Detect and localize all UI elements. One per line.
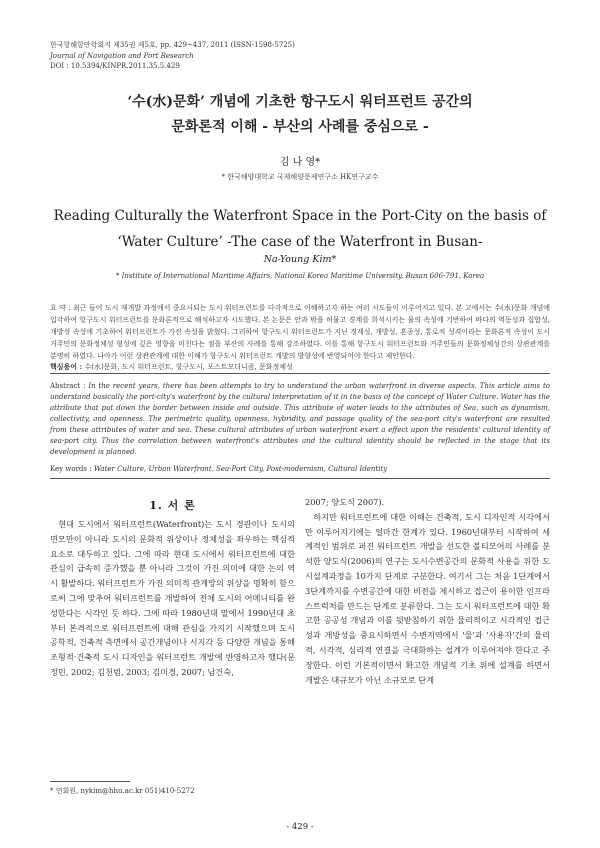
journal-header bbox=[50, 40, 295, 72]
paper-title-english-line2: ‘Water Culture’ -The case of the Waterfront in Busan- bbox=[117, 234, 483, 250]
abstract-english-text: In the recent years, there has been attempts to try to understand the urban waterfront in diverse aspects. This article aims to understand basically the port-city's waterfront by the cultural interpretation of it in the basis of the concept of Water Culture. Water has the attribute that put down the border between inside and outside. This attribute of water leads to the attributes of Sea, such as dynamism, collectivity, and openness. The perimetric quality, openness, hybridity, and passage quality of the sea-port city's waterfront are resulted from these attributes of water and sea. These cultural attributes of urban waterfront exert a effect upon the residents' cultural identity of sea-port city. Thus the correlation between waterfront's attributes and the cultural identity should be reflected in the stage that its development is planned. bbox=[50, 382, 550, 456]
paper-title-english bbox=[0, 203, 600, 255]
abstract-korean-text: 최근 들어 도시 재개발 과정에서 중요시되는 도시 워터프런트를 다각적으로 이해하고자 하는 여러 시도들이 이루어지고 있다. 본 고에서는 수(水)문화 개념에 입각하여 항구도시 워터프런트를 문화론적으로 해석하고자 시도했다. 본 논문은 안과 밖을 허물고 경계를 희석시키는 물의 속성에 기반하여 바다의 역동성과 집합성, 개방성 속성에 기초하여 워터프런트가 가진 속성을 밝혔다. 그리하여 항구도시 워터프런트가 지닌 경계성, 개방성, 혼종성, 통로적 성격이라는 문화론적 속성이 도시 거주민의 문화정체성 형성에 깊은 영향을 미친다는 점을 부산의 사례를 통해 강조하였다. 이를 통해 항구도시 워터프런트와 거주민들의 문화정체성간의 상관관계를 분명히 하였다. 나아가 이런 상관관계에 대한 이해가 항구도시 워터프런트 개발의 방향성에 반영되어야 한다고 제안한다. bbox=[50, 304, 550, 360]
body-paragraph: 2007; 양도식 2007). bbox=[305, 497, 385, 507]
abstract-english-label: Abstract : bbox=[50, 382, 89, 390]
page-number: - 429 - bbox=[286, 822, 314, 832]
abstract-korean bbox=[50, 302, 550, 362]
affiliation-korean: * 한국해양대학교 국제해양문제연구소 HK연구교수 bbox=[221, 173, 379, 181]
keywords-english-text: Water Culture, Urban Waterfront, Sea-Port City, Post-modernism, Cultural Identity bbox=[93, 465, 388, 473]
journal-header-korean: 한국항해항만학회지 제35권 제5호, pp. 429~437, 2011 (ISSN-1598-5725) bbox=[50, 41, 295, 49]
body-paragraph: 현대 도시에서 워터프런트(Waterfront)는 도시 경관이나 도시의 면모만이 아니라 도시의 문화적 위상이나 정체성을 좌우하는 핵심적 요소로 대두하고 있다. 그에 따라 현대 도시에서 워터프런트에 대한 관심이 급속히 증가했을 뿐 아니라 그것이 가진 의미에 대한 논의 역시 활발하다. 워터프런트가 가진 의미적 관계망의 위상을 명확히 함으로써 그에 맞추어 워터프런트를 개발하여 전체 도시의 어메니티를 완성한다는 시각인 듯 하다. 그에 따라 1980년대 말에서 1990년대 초부터 본격적으로 워터프런트에 대해 관심을 가지기 시작했으며 도시공학적, 건축적 측면에서 공간개념이나 시지각 등 다양한 개념을 통해 조형적·건축적 도시 디자인을 워터프런트 개발에 반영하고자 했다(문정민, 2002; 김천범, 2003; 김미경, 2007; 남건숙, bbox=[50, 519, 295, 677]
keywords-korean bbox=[50, 362, 550, 372]
paper-title-korean-line1: ‘수(水)문화’ 개념에 기초한 항구도시 워터프런트 공간의 bbox=[127, 94, 473, 110]
keywords-english-label: Key words : bbox=[50, 465, 94, 473]
affiliation-english: * Institute of International Maritime Affairs, National Korea Maritime University, Busan 606-791, Korea bbox=[115, 272, 485, 280]
divider-rule bbox=[50, 373, 550, 374]
keywords-korean-text: 수(水)문화, 도시 워터프런트, 항구도시, 포스트모더니즘, 문화정체성 bbox=[84, 363, 293, 371]
paper-title-english-line1: Reading Culturally the Waterfront Space in the Port-City on the basis of bbox=[53, 208, 547, 224]
divider-rule bbox=[50, 478, 550, 479]
body-paragraph: 하지만 워터프런트에 대한 이해는 건축적, 도시 디자인적 시각에서만 이루어지기에는 얼마간 한계가 있다. 1960년대부터 시작하여 세계적인 범위로 퍼진 워터프런트 개발을 선도한 볼티모어의 사례를 분석한 양도식(2006)의 연구는 도시수변공간의 문화적 사용을 위한 도시설계과정을 10가지 단계로 구분한다. 여기서 그는 처음 1단계에서 3단계까지를 수변공간에 대한 비전을 제시하고 접근이 용이한 인프라스트럭처를 만드는 단계로 분류한다. 그는 도시 워터프런트에 대한 확고한 공공성 개념과 이를 뒷받침하기 위한 물리적이고 시각적인 접근성과 개방성을 중요시하면서 수변지역에서 '물'과 '사용자'간의 물리적, 시각적, 심리적 연결을 극대화하는 설계가 이루어져야 한다고 주장한다. 이런 기본적이면서 확고한 개념적 기초 위에 설계를 하면서 개발은 대규모가 아닌 소규모로 단계 bbox=[305, 511, 550, 685]
footnote: * 연회원, nykim@hhu.ac.kr 051)410-5272 bbox=[50, 787, 195, 795]
abstract-english bbox=[50, 381, 550, 458]
paper-title-korean-line2: 문화론적 이해 - 부산의 사례를 중심으로 - bbox=[171, 119, 429, 135]
journal-header-english: Journal of Navigation and Port Research bbox=[50, 51, 194, 60]
author-english: Na-Young Kim* bbox=[263, 254, 337, 265]
journal-doi: DOI : 10.5394/KINPR.2011.35.5.429 bbox=[50, 62, 180, 70]
body-column-left bbox=[50, 517, 295, 680]
section-heading: 1. 서 론 bbox=[149, 499, 196, 512]
footnote-rule bbox=[50, 781, 130, 782]
keywords-english bbox=[50, 465, 550, 473]
abstract-korean-label: 요 약 : bbox=[50, 304, 74, 312]
paper-title-korean bbox=[0, 90, 600, 140]
body-column-right bbox=[305, 495, 550, 687]
keywords-korean-label: 핵심용어 : bbox=[50, 362, 85, 371]
author-korean: 김 나 영* bbox=[279, 157, 321, 168]
